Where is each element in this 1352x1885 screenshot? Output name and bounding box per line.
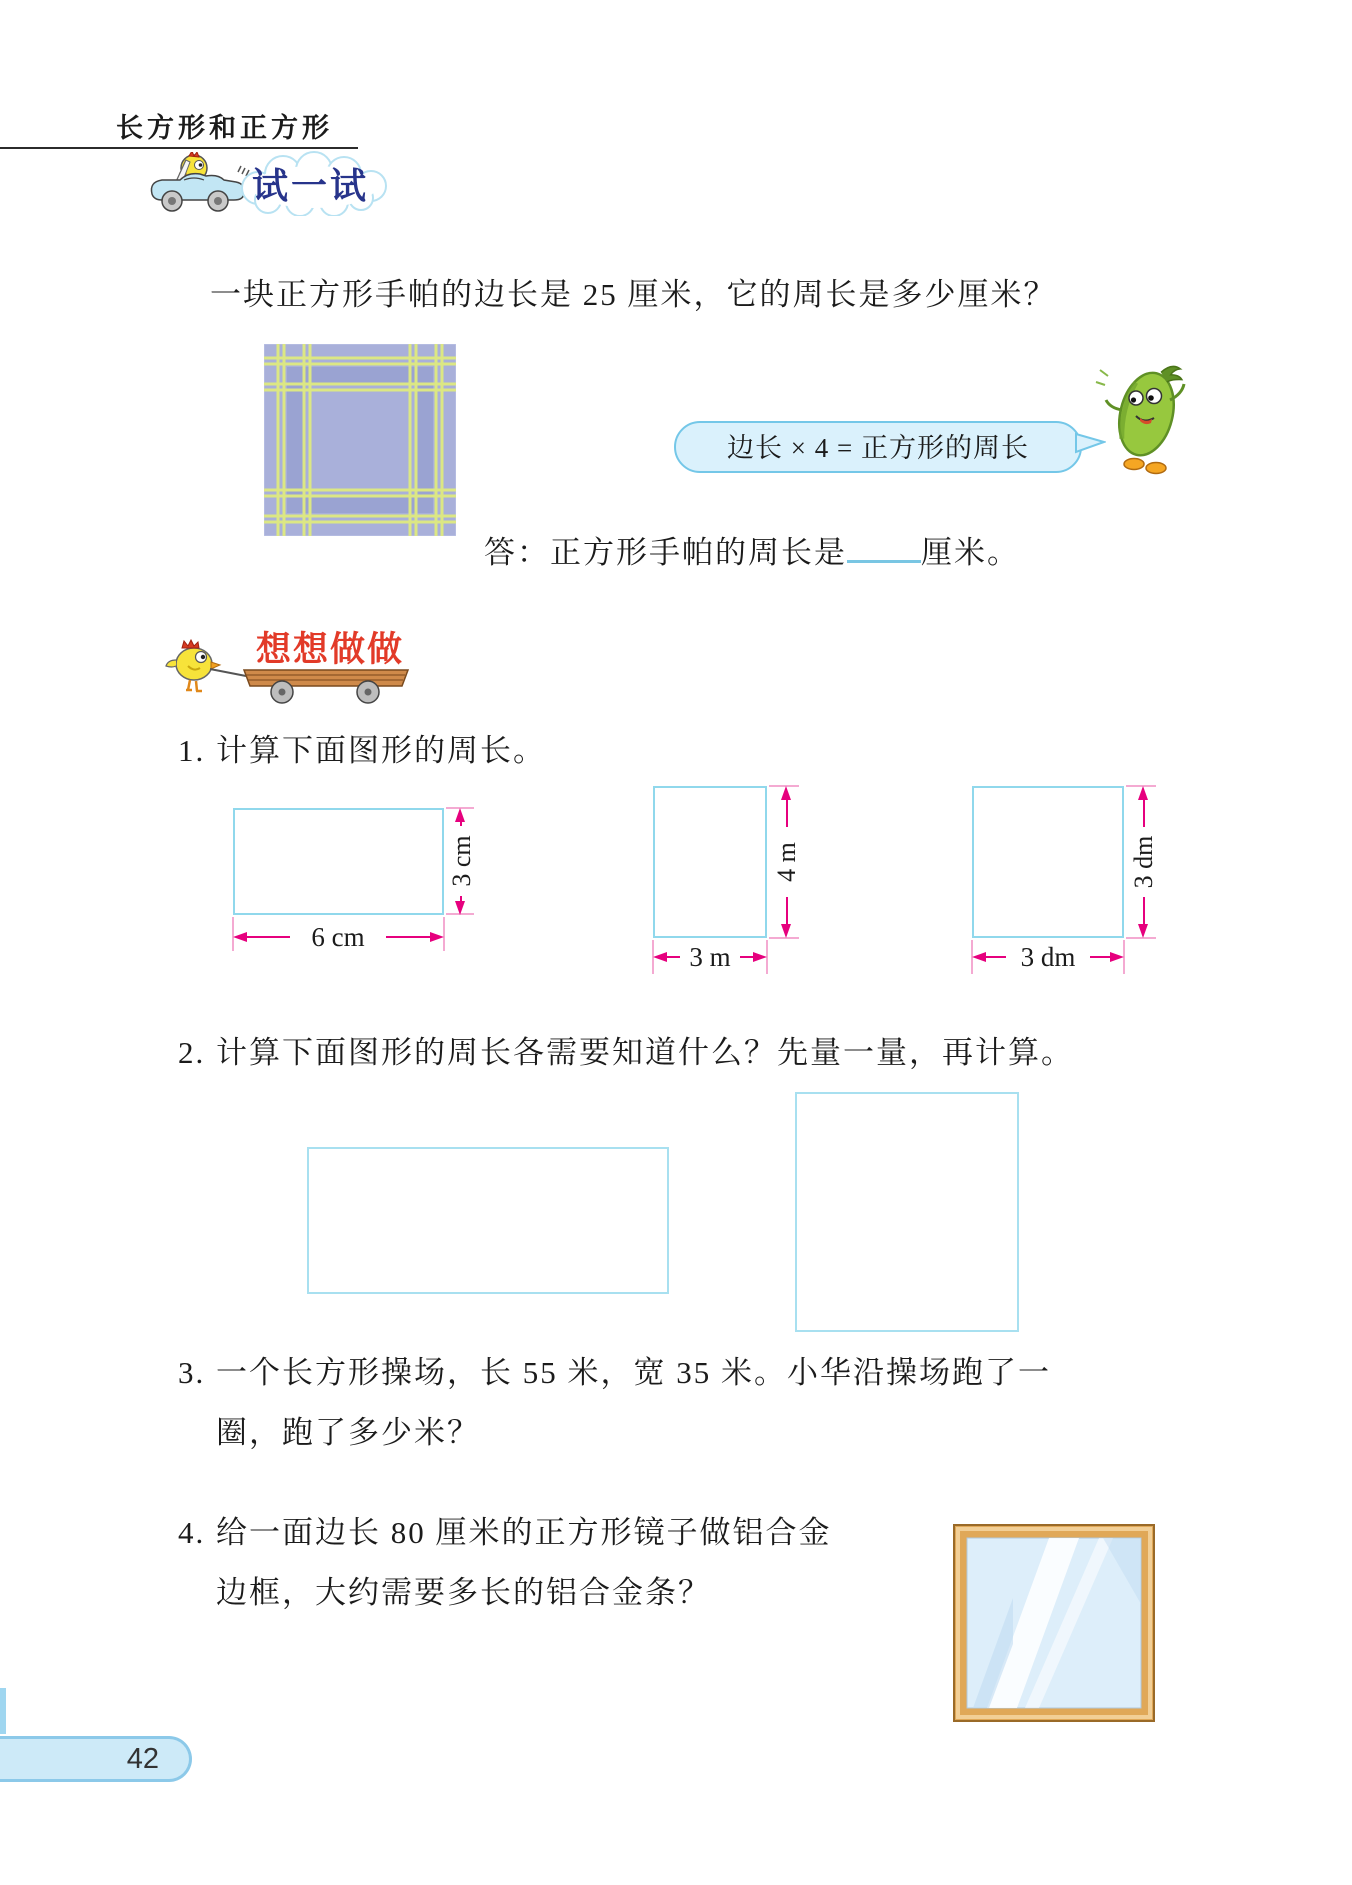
p1-number: 1. [178,733,206,768]
green-bean-character [1090,352,1202,480]
arrow-down-icon [455,901,465,915]
p3-line2: 圈，跑了多少米？ [216,1415,480,1450]
answer-prefix: 答：正方形手帕的周长是 [484,535,847,570]
footer-edge-strip [0,1688,6,1734]
mirror-image [953,1524,1155,1722]
answer-line [484,534,1020,573]
figure2-width-label: 3 m [680,940,740,974]
chick-driving-car-icon [146,152,250,216]
practice-badge-label: 想想做做 [256,630,405,669]
hint-bubble: 边长 × 4 = 正方形的周长 [674,421,1082,473]
arrow-left-icon [653,952,667,962]
arrow-up-icon [455,808,465,822]
p4-line1: 给一面边长 80 厘米的正方形镜子做铝合金 [216,1515,832,1550]
figure2-rectangle [653,786,767,938]
p2-blank-rectangle-tall [795,1092,1019,1332]
p2-blank-rectangle-wide [307,1147,669,1294]
p2-number: 2. [178,1035,206,1070]
arrow-down-icon [1138,924,1148,938]
page-number-pill: 42 [0,1736,192,1782]
handkerchief-image [264,344,456,536]
page-title: 长方形和正方形 [116,113,333,143]
figure1-height-label: 3 cm [447,826,477,896]
answer-suffix: 厘米。 [921,535,1020,570]
figure1-rectangle [233,808,444,915]
p4-line2: 边框，大约需要多长的铝合金条？ [216,1575,711,1610]
arrow-up-icon [1138,786,1148,800]
arrow-up-icon [781,786,791,800]
arrow-right-icon [753,952,767,962]
figure1-width-label: 6 cm [290,920,386,954]
arrow-left-icon [233,932,247,942]
p1-text: 计算下面图形的周长。 [216,733,546,768]
arrow-right-icon [430,932,444,942]
figure3-height-label: 3 dm [1129,827,1159,897]
figure2-height-label: 4 m [772,827,802,897]
try-problem-text: 一块正方形手帕的边长是 25 厘米，它的周长是多少厘米？ [210,277,1057,312]
p3-number: 3. [178,1355,206,1390]
arrow-down-icon [781,924,791,938]
try-badge-label: 试一试 [252,166,370,206]
figure3-width-label: 3 dm [1006,940,1090,974]
p4-number: 4. [178,1515,206,1550]
arrow-right-icon [1110,952,1124,962]
p3-line1: 一个长方形操场，长 55 米，宽 35 米。小华沿操场跑了一 [216,1355,1051,1390]
answer-blank [847,560,921,563]
arrow-left-icon [972,952,986,962]
p2-text: 计算下面图形的周长各需要知道什么？先量一量，再计算。 [216,1035,1074,1070]
figure3-square [972,786,1124,938]
